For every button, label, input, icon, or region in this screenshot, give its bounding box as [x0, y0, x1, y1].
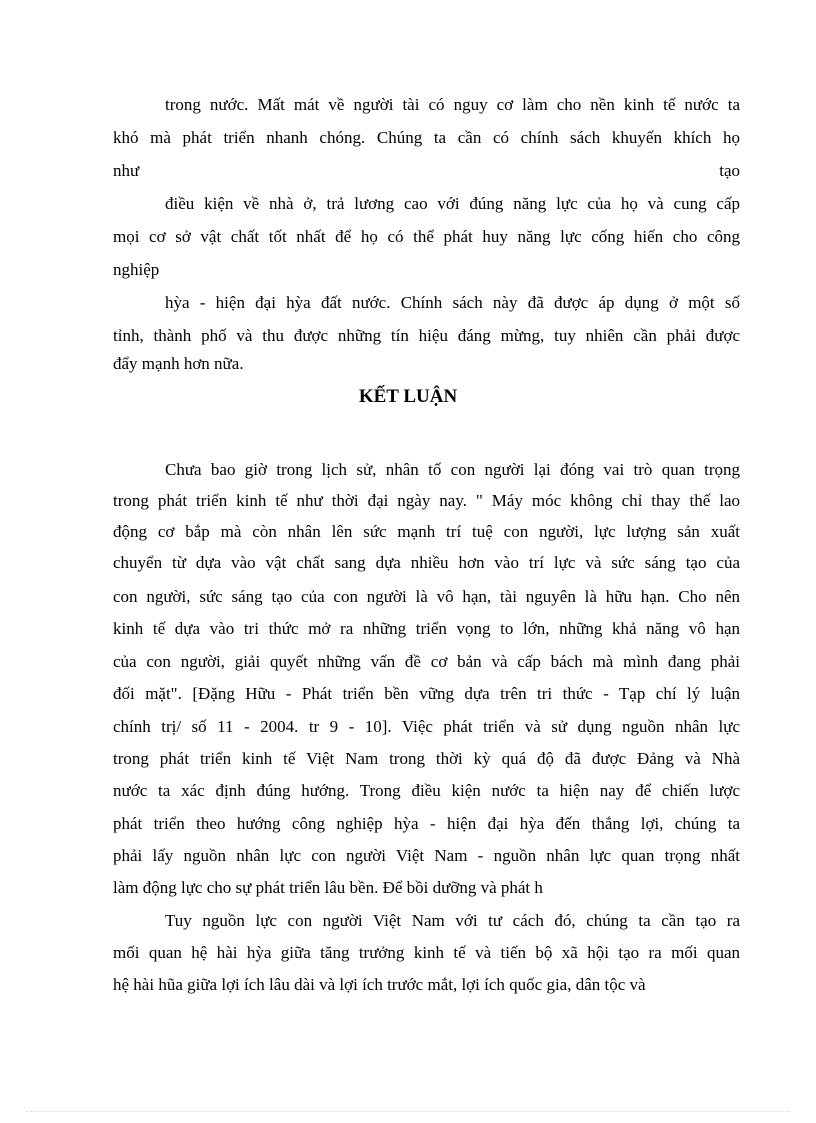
conclusion-line-1: Chưa bao giờ trong lịch sử, nhân tố con người lại đóng vai trò quan trọng [165, 460, 740, 479]
conclusion-line-3: động cơ bắp mà còn nhân lên sức mạnh trí tuệ con người, lực lượng sản xuất [113, 522, 740, 541]
intro-line-5: mọi cơ sở vật chất tốt nhất để họ có thể phát huy năng lực cống hiến cho công [113, 227, 740, 246]
conclusion-line-4: chuyển từ dựa vào vật chất sang dựa nhiều hơn vào trí lực và sức sáng tạo của [113, 553, 740, 572]
intro-word-nhu: như [113, 161, 140, 180]
intro-line-3 [113, 160, 740, 182]
conclusion-line-17: hệ hài hũa giữa lợi ích lâu dài và lợi ích trước mắt, lợi ích quốc gia, dân tộc và [113, 975, 646, 994]
conclusion-line-8: đối mặt". [Đặng Hữu - Phát triển bền vững dựa trên tri thức - Tạp chí lý luận [113, 684, 740, 703]
conclusion-line-2: trong phát triển kinh tế như thời đại ngày nay. " Máy móc không chỉ thay thế lao [113, 491, 740, 510]
intro-line-8: tỉnh, thành phố và thu được những tín hiệu đáng mừng, tuy nhiên cần phải được [113, 326, 740, 345]
page-bottom-divider [26, 1111, 790, 1112]
intro-line-7: hỳa - hiện đại hỳa đất nước. Chính sách này đã được áp dụng ở một số [165, 293, 740, 312]
intro-line-9: đẩy mạnh hơn nữa. [113, 354, 244, 373]
conclusion-line-16: mối quan hệ hài hỳa giữa tăng trưởng kinh tế và tiến bộ xã hội tạo ra mối quan [113, 943, 740, 962]
conclusion-line-6: kinh tế dựa vào tri thức mở ra những triển vọng to lớn, những khả năng vô hạn [113, 619, 740, 638]
intro-word-tao: tạo [719, 161, 740, 180]
intro-line-4: điều kiện về nhà ở, trả lương cao với đúng năng lực của họ và cung cấp [165, 194, 740, 213]
conclusion-line-11: nước ta xác định đúng hướng. Trong điều kiện nước ta hiện nay để chiến lược [113, 781, 740, 800]
conclusion-line-10: trong phát triển kinh tế Việt Nam trong thời kỳ quá độ đã được Đảng và Nhà [113, 749, 740, 768]
conclusion-line-15: Tuy nguồn lực con người Việt Nam với tư cách đó, chúng ta cần tạo ra [165, 911, 740, 930]
intro-line-1: trong nước. Mất mát về người tài có nguy cơ làm cho nền kinh tế nước ta [165, 95, 740, 114]
intro-line-2: khó mà phát triển nhanh chóng. Chúng ta cần có chính sách khuyến khích họ [113, 128, 740, 147]
conclusion-line-14: làm động lực cho sự phát triển lâu bền. Để bồi dưỡng và phát h [113, 878, 543, 897]
conclusion-line-5: con người, sức sáng tạo của con người là vô hạn, tài nguyên là hữu hạn. Cho nên [113, 587, 740, 606]
section-heading: KẾT LUẬN [358, 386, 458, 407]
conclusion-line-13: phải lấy nguồn nhân lực con người Việt Nam - nguồn nhân lực quan trọng nhất [113, 846, 740, 865]
conclusion-line-12: phát triển theo hướng công nghiệp hỳa - hiện đại hỳa đến thắng lợi, chúng ta [113, 814, 740, 833]
conclusion-line-9: chính trị/ số 11 - 2004. tr 9 - 10]. Việc phát triển và sử dụng nguồn nhân lực [113, 717, 740, 736]
conclusion-line-7: của con người, giải quyết những vấn đề cơ bản và cấp bách mà mình đang phải [113, 652, 740, 671]
intro-line-6: nghiệp [113, 260, 160, 279]
